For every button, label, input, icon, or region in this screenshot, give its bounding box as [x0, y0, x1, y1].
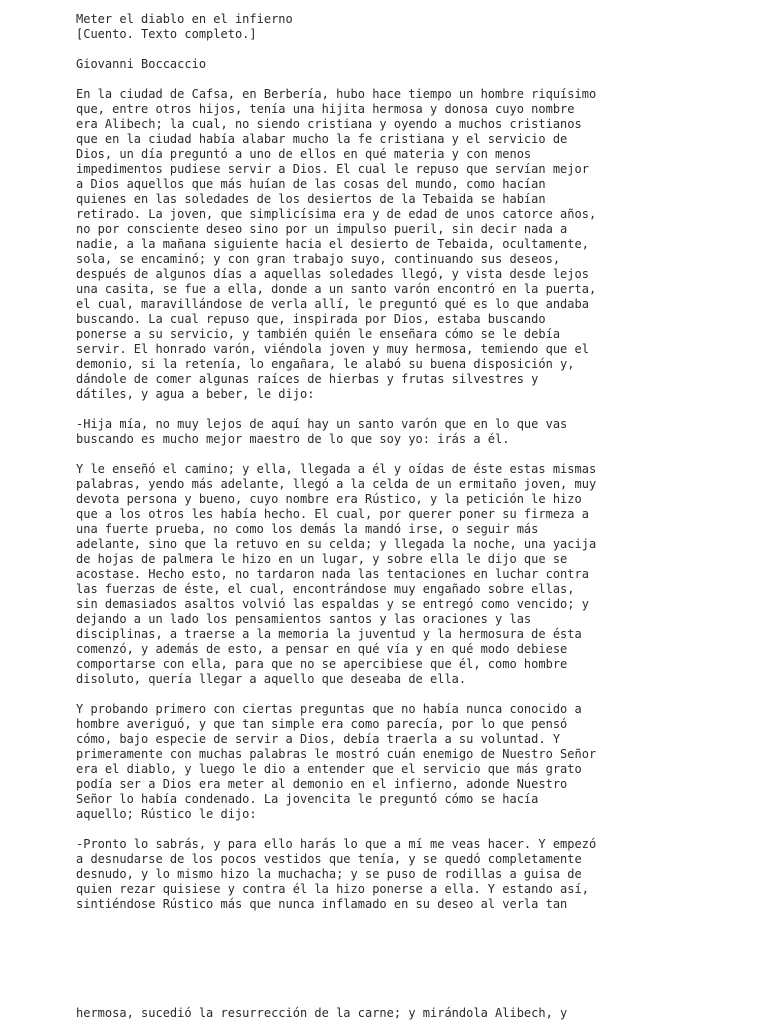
document-author: Giovanni Boccaccio	[76, 57, 207, 71]
paragraph: En la ciudad de Cafsa, en Berbería, hubo hace tiempo un hombre riquísimo que, entre otros hijos, tenía una hijita hermosa y donosa cuyo nombre era Alibech; la cual, no siendo cristiana y oyendo a muchos cristianos que en la ciudad había alabar mucho la fe cristiana y el servicio de Dios, un día preguntó a uno de ellos en qué materia y con menos impedimentos pudiese servir a Dios. El cual le repuso que servían mejor a Dios aquellos que más huían de las cosas del mundo, como hacían quienes en las soledades de los desiertos de la Tebaida se habían retirado. La joven, que simplicísima era y de edad de unos catorce años, no por consciente deseo sino por un impulso pueril, sin decir nada a nadie, a la mañana siguiente hacia el desierto de Tebaida, ocultamente, sola, se encaminó; y con gran trabajo suyo, continuando sus deseos, después de algunos días a aquellas soledades llegó, y vista desde lejos una casita, se fue a ella, donde a un santo varón encontró en la puerta, el cual, maravillándose de verla allí, le preguntó qué es lo que andaba buscando. La cual repuso que, inspirada por Dios, estaba buscando ponerse a su servicio, y también quién le enseñara cómo se le debía servir. El honrado varón, viéndola joven y muy hermosa, temiendo que el demonio, si la retenía, lo engañara, le alabó su buena disposición y, dándole de comer algunas raíces de hierbas y frutas silvestres y dátiles, y agua a beber, le dijo:	[76, 87, 597, 401]
document-body	[76, 12, 696, 927]
document-subtitle: [Cuento. Texto completo.]	[76, 27, 257, 41]
document-header	[76, 12, 696, 42]
paragraph: Y probando primero con ciertas preguntas que no había nunca conocido a hombre averiguó, y que tan simple era como parecía, por lo que pensó cómo, bajo especie de servir a Dios, debía traerla a su voluntad. Y primeramente con muchas palabras le mostró cuán enemigo de Nuestro Señor era el diablo, y luego le dio a entender que el servicio que más grato podía ser a Dios era meter al demonio en el infierno, adonde Nuestro Señor lo había condenado. La jovencita le preguntó cómo se hacía aquello; Rústico le dijo:	[76, 702, 597, 821]
page-bottom-line: hermosa, sucedió la resurrección de la carne; y mirándola Alibech, y	[76, 1006, 568, 1020]
paragraph: -Hija mía, no muy lejos de aquí hay un santo varón que en lo que vas buscando es mucho mejor maestro de lo que soy yo: irás a él.	[76, 417, 568, 446]
document-title: Meter el diablo en el infierno	[76, 12, 293, 26]
paragraph: Y le enseñó el camino; y ella, llegada a él y oídas de éste estas mismas palabras, yendo más adelante, llegó a la celda de un ermitaño joven, muy devota persona y bueno, cuyo nombre era Rústico, y la petición le hizo que a los otros les había hecho. El cual, por querer poner su firmeza a una fuerte prueba, no como los demás la mandó irse, o seguir más adelante, sino que la retuvo en su celda; y llegada la noche, una yacija de hojas de palmera le hizo en un lugar, y sobre ella le dijo que se acostase. Hecho esto, no tardaron nada las tentaciones en luchar contra las fuerzas de éste, el cual, encontrándose muy engañado sobre ellas, sin demasiados asaltos volvió las espaldas y se entregó como vencido; y dejando a un lado los pensamientos santos y las oraciones y las disciplinas, a traerse a la memoria la juventud y la hermosura de ésta comenzó, y además de esto, a pensar en qué vía y en qué modo debiese comportarse con ella, para que no se apercibiese que él, como hombre disoluto, quería llegar a aquello que deseaba de ella.	[76, 462, 597, 686]
paragraph: -Pronto lo sabrás, y para ello harás lo que a mí me veas hacer. Y empezó a desnudarse de los pocos vestidos que tenía, y se quedó completamente desnudo, y lo mismo hizo la muchacha; y se puso de rodillas a guisa de quien rezar quisiese y contra él la hizo ponerse a ella. Y estando así, sintiéndose Rústico más que nunca inflamado en su deseo al verla tan	[76, 837, 597, 911]
